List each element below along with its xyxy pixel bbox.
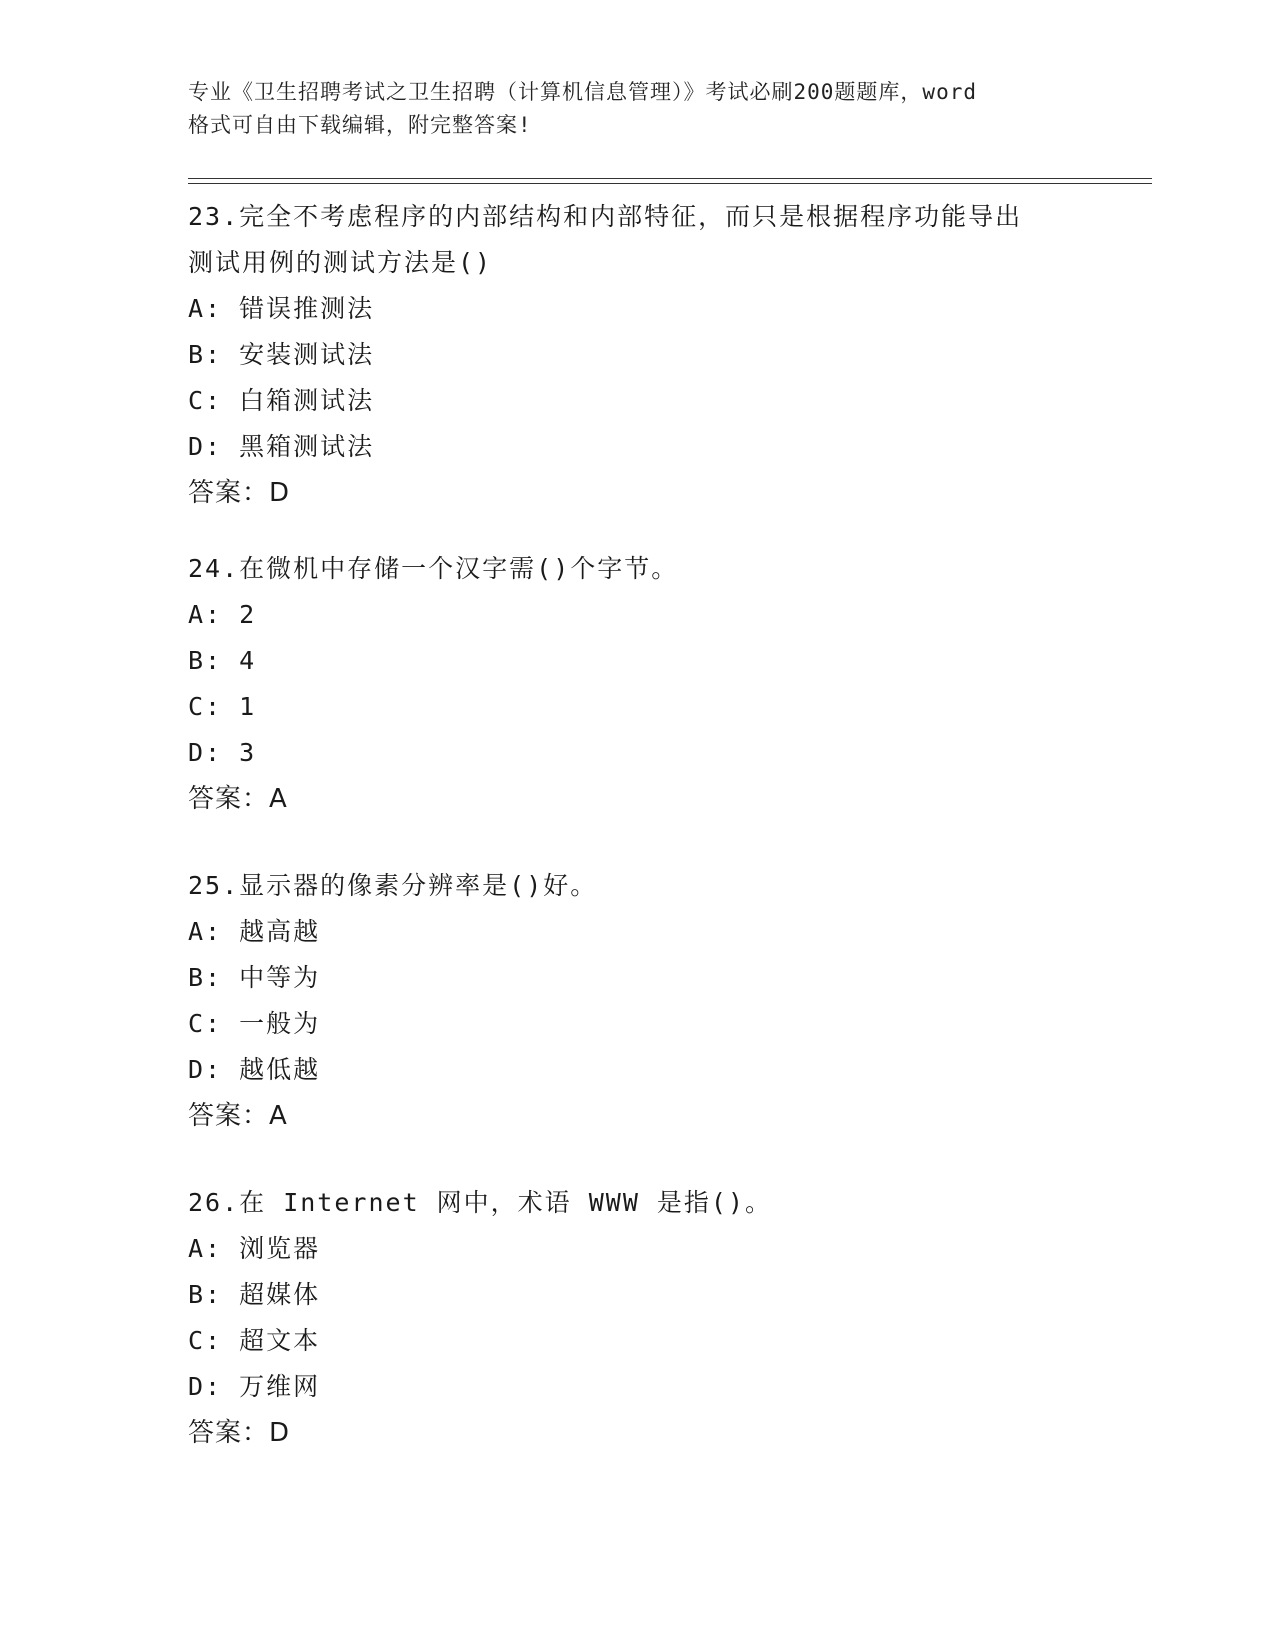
question-26 — [188, 1180, 1088, 1456]
option-b: B: 安装测试法 — [188, 340, 375, 369]
option-d: D: 黑箱测试法 — [188, 432, 375, 461]
question-stem-line: 23.完全不考虑程序的内部结构和内部特征，而只是根据程序功能导出 — [188, 202, 1023, 231]
option-a: A: 越高越 — [188, 917, 321, 946]
answer-line: 答案：A — [188, 1101, 288, 1131]
answer-line: 答案：D — [188, 1418, 291, 1448]
header-title-line-2: 格式可自由下载编辑，附完整答案! — [188, 113, 532, 137]
option-c: C: 白箱测试法 — [188, 386, 375, 415]
header-title-line-1: 专业《卫生招聘考试之卫生招聘（计算机信息管理）》考试必刷200题题库，word — [188, 80, 977, 104]
option-a: A: 错误推测法 — [188, 294, 375, 323]
option-c: C: 一般为 — [188, 1009, 321, 1038]
question-25 — [188, 863, 1088, 1139]
option-b: B: 4 — [188, 646, 257, 675]
header-divider-top — [188, 178, 1152, 179]
question-24 — [188, 546, 1088, 822]
question-stem-line: 测试用例的测试方法是() — [188, 248, 493, 277]
question-23 — [188, 194, 1088, 516]
document-header — [188, 76, 1088, 142]
option-d: D: 越低越 — [188, 1055, 321, 1084]
option-b: B: 中等为 — [188, 963, 321, 992]
option-a: A: 浏览器 — [188, 1234, 321, 1263]
option-b: B: 超媒体 — [188, 1280, 321, 1309]
option-a: A: 2 — [188, 600, 257, 629]
option-c: C: 1 — [188, 692, 257, 721]
header-divider-bottom — [188, 183, 1152, 184]
answer-line: 答案：A — [188, 784, 288, 814]
question-stem-line: 24.在微机中存储一个汉字需()个字节。 — [188, 554, 679, 583]
option-c: C: 超文本 — [188, 1326, 321, 1355]
option-d: D: 3 — [188, 738, 257, 767]
question-stem-line: 26.在 Internet 网中，术语 WWW 是指()。 — [188, 1188, 773, 1217]
answer-line: 答案：D — [188, 478, 291, 508]
option-d: D: 万维网 — [188, 1372, 321, 1401]
question-stem-line: 25.显示器的像素分辨率是()好。 — [188, 871, 598, 900]
